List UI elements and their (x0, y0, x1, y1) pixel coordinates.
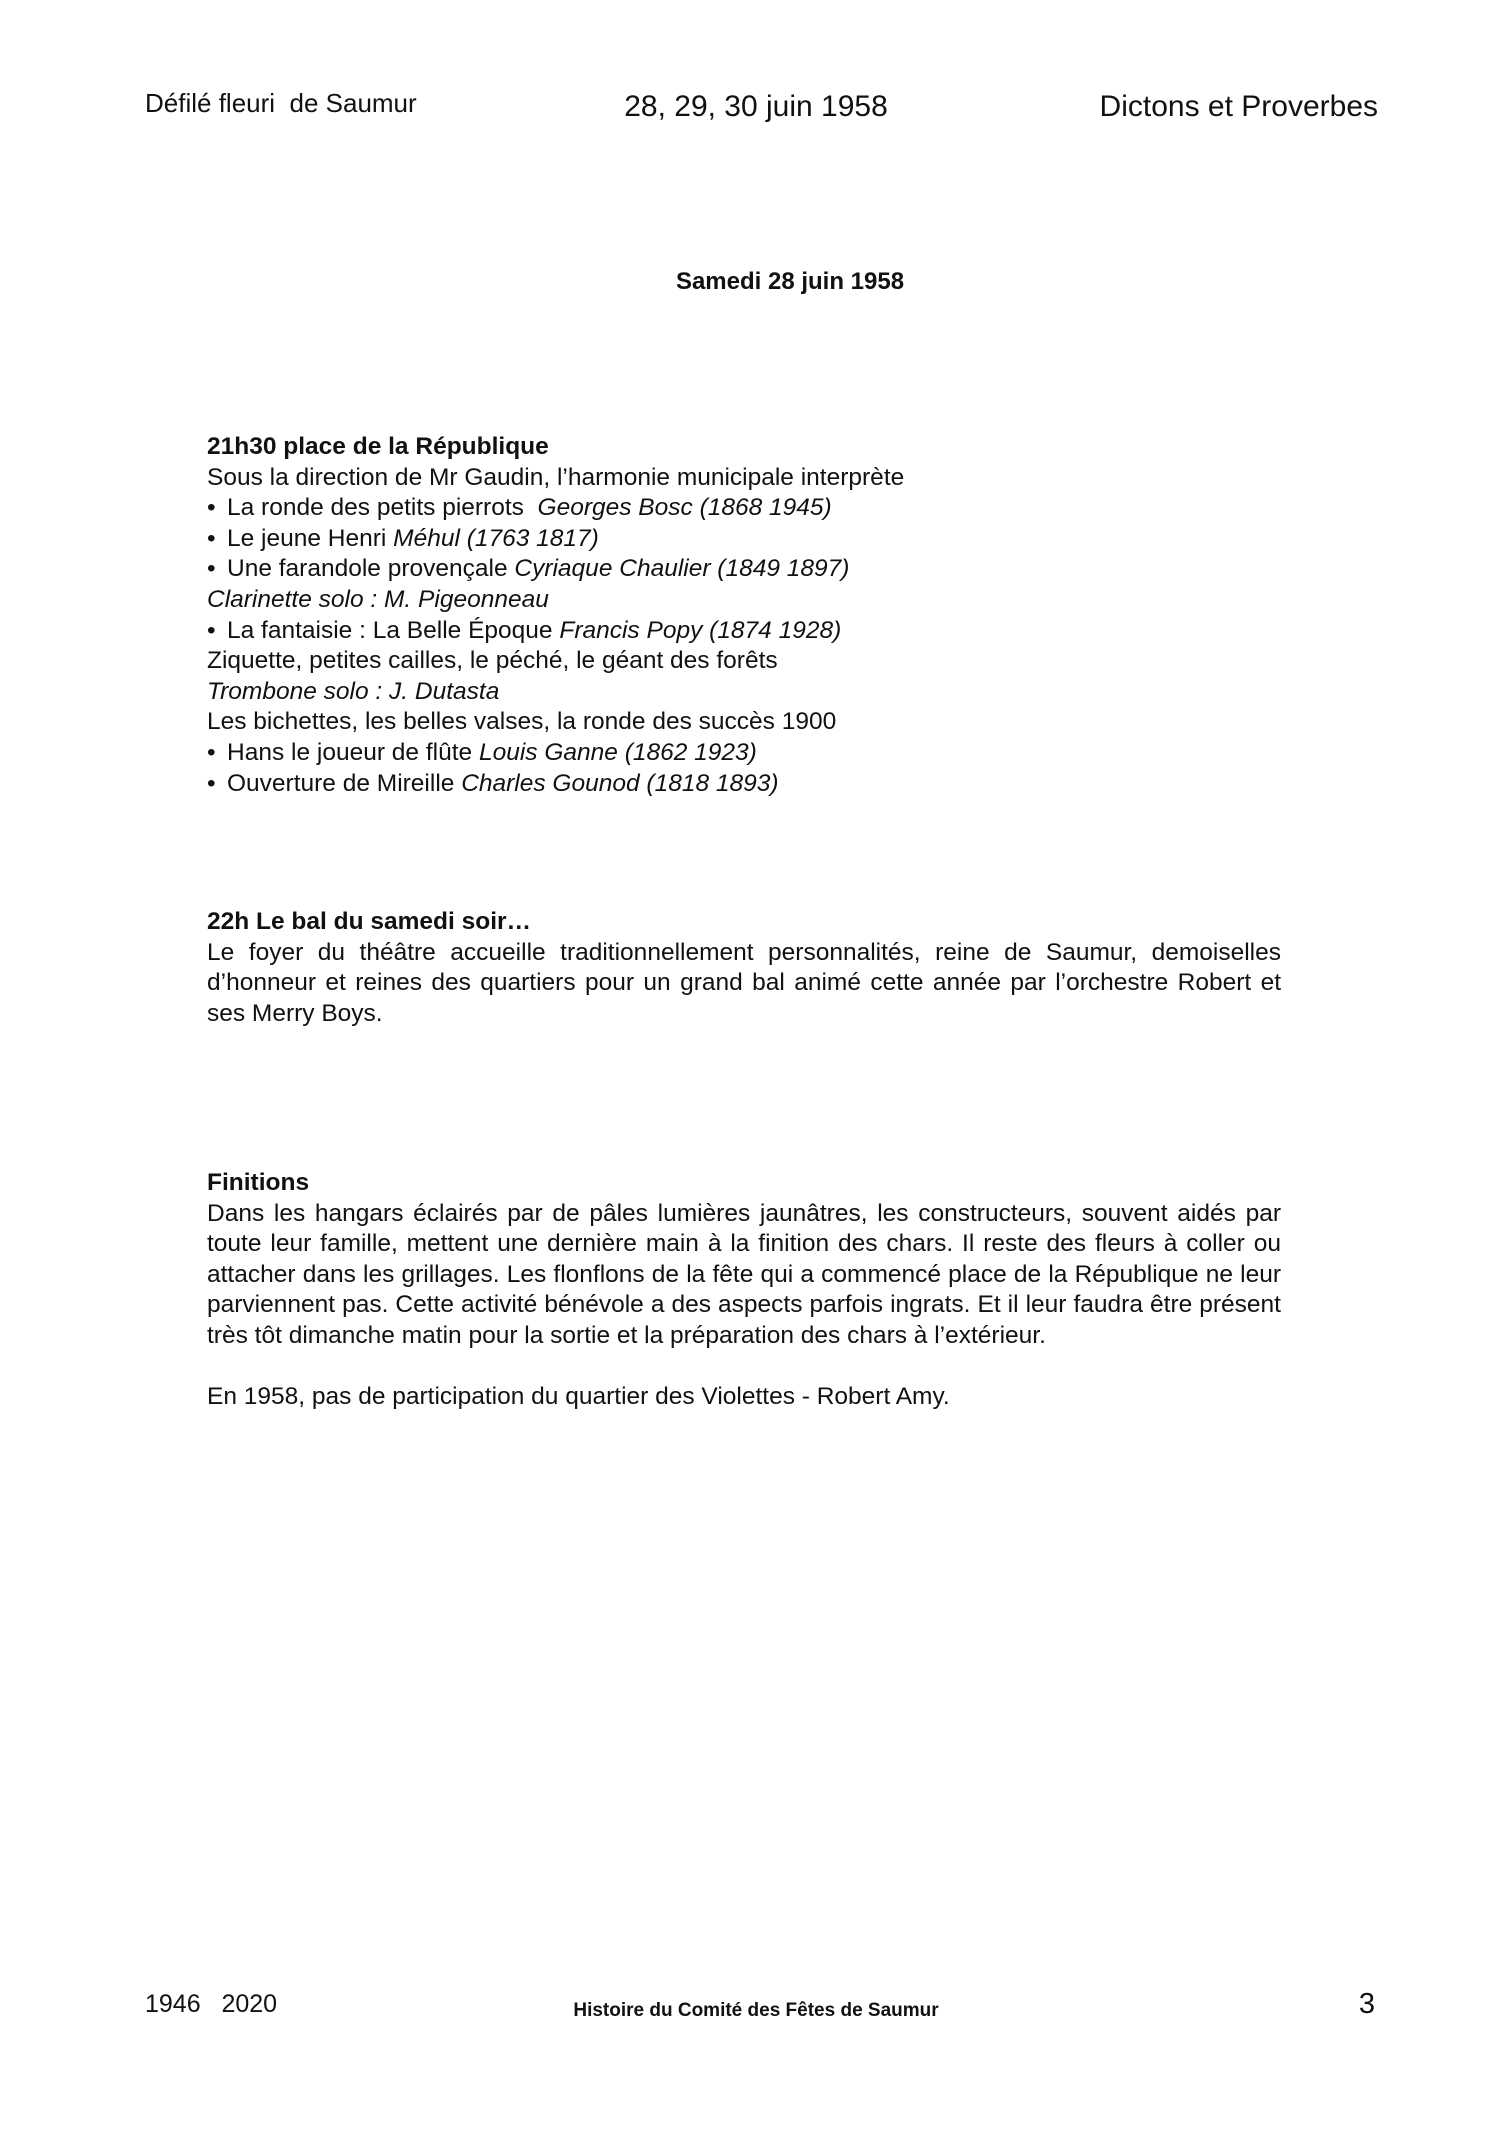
section-note: En 1958, pas de participation du quartier des Violettes - Robert Amy. (207, 1382, 950, 1410)
footer-years: 1946 2020 (145, 1990, 278, 2018)
bullet-icon: • (207, 738, 216, 766)
program-item (207, 616, 1281, 647)
piece-author: Méhul (1763 1817) (393, 524, 599, 552)
section-heading: Finitions (207, 1169, 310, 1196)
footer-title: Histoire du Comité des Fêtes de Saumur (573, 2000, 939, 2021)
page-number: 3 (1358, 1988, 1375, 2020)
bullet-icon: • (207, 524, 216, 552)
piece-author: Georges Bosc (1868 1945) (537, 494, 832, 522)
header-left-title: Défilé fleuri de Saumur (145, 88, 417, 118)
bullet-icon: • (207, 769, 216, 797)
piece-title: Ouverture de Mireille (227, 769, 462, 797)
section-republique (207, 432, 1281, 799)
section-body: Le foyer du théâtre accueille traditionnellement personnalités, reine de Saumur, demoiselles d’honneur et reines des quartiers pour un grand bal animé cette année par l’orchestre Robert et ses Merry Boys. (207, 938, 1281, 1027)
section-body: Dans les hangars éclairés par de pâles lumières jaunâtres, les constructeurs, souvent aidés par toute leur famille, mettent une dernière main à la finition des chars. Il reste des fleurs à coller ou attacher dans les grillages. Les flonflons de la fête qui a commencé place de la République ne leur parviennent pas. Cette activité bénévole a des aspects parfois ingrats. Et il leur faudra être présent très tôt dimanche matin pour la sortie et la préparation des chars à l’extérieur. (207, 1199, 1281, 1349)
header-right-title: Dictons et Proverbes (1099, 90, 1378, 123)
program-item (207, 769, 1281, 800)
piece-title: La ronde des petits pierrots (227, 494, 538, 522)
section-bal (207, 907, 1281, 1029)
medley-line: Ziquette, petites cailles, le péché, le géant des forêts (207, 647, 778, 675)
piece-title: Une farandole provençale (227, 555, 515, 583)
soloist-credit: Trombone solo : J. Dutasta (207, 677, 500, 705)
piece-author: Charles Gounod (1818 1893) (461, 769, 779, 797)
bullet-icon: • (207, 555, 216, 583)
bullet-icon: • (207, 616, 216, 644)
piece-title: Le jeune Henri (227, 524, 394, 552)
piece-author: Francis Popy (1874 1928) (559, 616, 842, 644)
header-dates: 28, 29, 30 juin 1958 (624, 90, 888, 123)
program-item (207, 554, 1281, 585)
day-title: Samedi 28 juin 1958 (675, 268, 905, 295)
program-item (207, 524, 1281, 555)
piece-title: La fantaisie : La Belle Époque (227, 616, 560, 644)
section-heading: 22h Le bal du samedi soir… (207, 908, 532, 935)
section-intro: Sous la direction de Mr Gaudin, l’harmonie municipale interprète (207, 463, 905, 491)
section-finitions (207, 1168, 1281, 1412)
bullet-icon: • (207, 494, 216, 522)
program-item (207, 738, 1281, 769)
piece-author: Louis Ganne (1862 1923) (478, 738, 757, 766)
piece-author: Cyriaque Chaulier (1849 1897) (514, 555, 850, 583)
piece-title: Hans le joueur de flûte (227, 738, 479, 766)
medley-line: Les bichettes, les belles valses, la ronde des succès 1900 (207, 708, 837, 736)
section-heading: 21h30 place de la République (207, 433, 549, 460)
soloist-credit: Clarinette solo : M. Pigeonneau (207, 585, 549, 613)
program-item (207, 493, 1281, 524)
